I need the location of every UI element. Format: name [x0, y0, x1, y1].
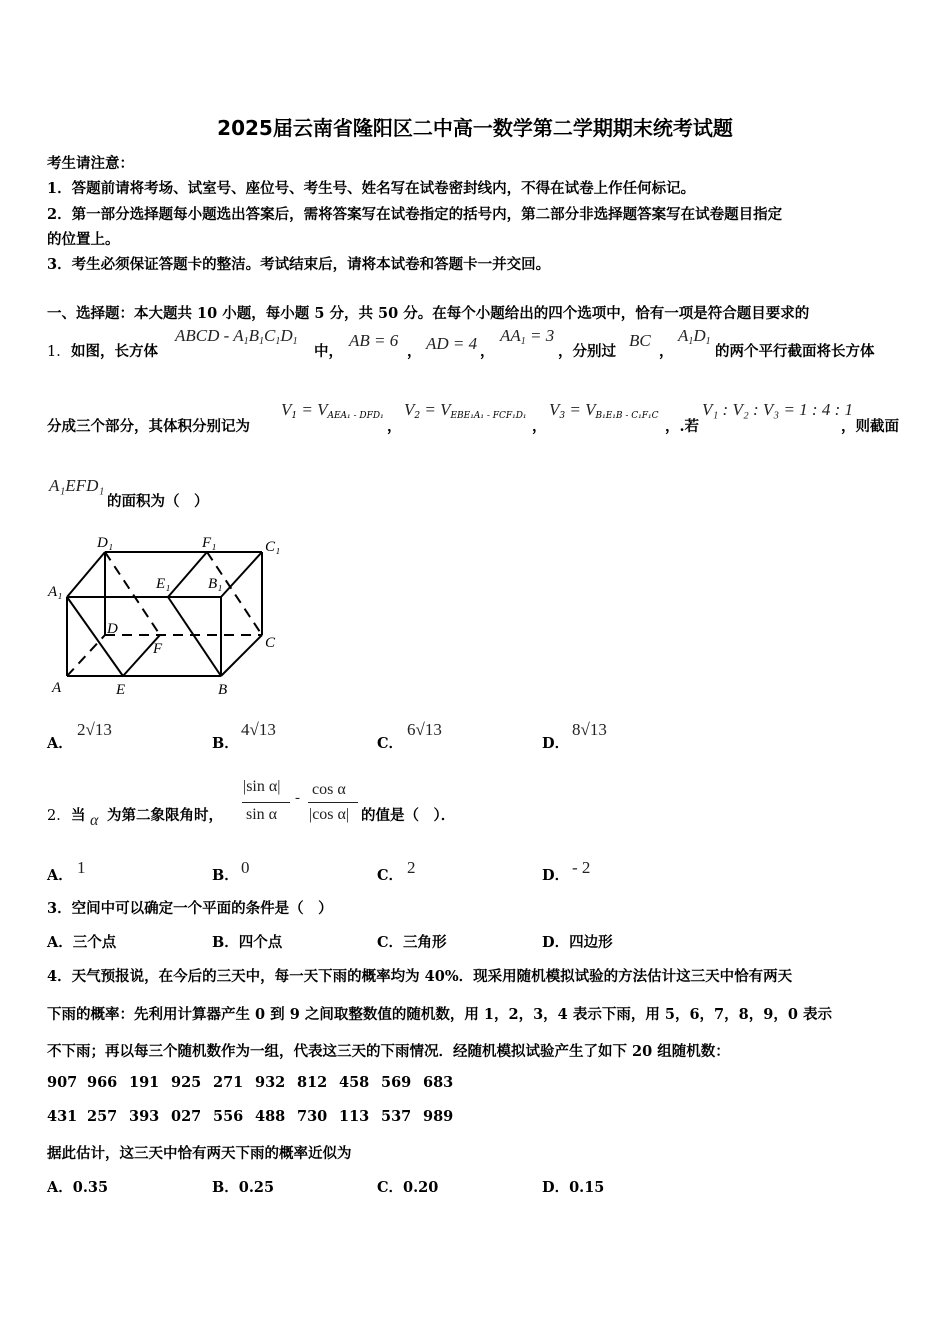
question-1-line-3	[47, 474, 447, 514]
label-d1: D₁	[97, 535, 114, 551]
page-title: 2025届云南省隆阳区二中高一数学第二学期期末统考试题	[217, 116, 733, 140]
q4-option-c[interactable]: C．0.20	[377, 1179, 439, 1196]
q1-v1: $V_1 = V_{AEA_1 - DFD_1}$	[281, 400, 384, 421]
edge-b-c	[221, 635, 262, 676]
q2-text-a: 当	[71, 807, 86, 824]
q1-aa1: $AA_1 = 3$	[500, 326, 555, 347]
question-1-line-1	[47, 326, 917, 366]
rn-cell: 683	[423, 1074, 454, 1091]
edge-e1-b	[168, 597, 221, 676]
q2-frac1-den: sin α	[246, 806, 278, 823]
q2-number: 2．	[47, 808, 71, 824]
rn-cell: 458	[339, 1074, 370, 1091]
rn-cell: 925	[171, 1074, 202, 1091]
rn-cell: 271	[213, 1074, 244, 1091]
q1-sep-2: ，	[480, 343, 495, 360]
label-f1: F₁	[202, 535, 217, 551]
rn-cell: 027	[171, 1108, 202, 1125]
q1-sep-3: ，	[659, 343, 674, 360]
section-heading: 一、选择题：本大题共 10 小题，每小题 5 分，共 50 分。在每个小题给出的四个选项中，恰有一项是符合题目要求的	[47, 305, 810, 322]
q1-ab: AB = 6	[349, 331, 399, 350]
edge-a1-d1	[67, 552, 105, 597]
question-4-line-2: 下雨的概率：先利用计算器产生 0 到 9 之间取整数值的随机数，用 1，2，3，4 表示下雨，用 5，6，7，8，9，0 表示	[47, 1006, 832, 1023]
q1-sep-1: ，	[407, 343, 422, 360]
rn-cell: 569	[381, 1074, 412, 1091]
q4-option-d[interactable]: D．0.15	[542, 1179, 605, 1196]
q2-frac2-num: cos α	[312, 781, 346, 798]
edge-f1-c-hidden	[207, 552, 262, 635]
edge-e1-f1	[168, 552, 207, 597]
label-c: C	[265, 635, 276, 651]
q2-frac1-bar	[242, 802, 290, 803]
q2-option-d-value: - 2	[572, 858, 591, 877]
q2-text-b: 为第二象限角时，	[107, 807, 223, 824]
label-a: A	[52, 680, 62, 696]
rn-cell: 907	[47, 1074, 78, 1091]
q1-text-e: 分成三个部分，其体积分别记为	[47, 418, 250, 435]
cuboid-figure	[40, 530, 300, 702]
q1-option-b-value: 4√13	[241, 720, 276, 739]
q1-sep-5: ，	[532, 418, 547, 435]
edge-b1-c1	[221, 552, 262, 597]
q1-sep-4: ，	[387, 418, 402, 435]
q2-option-c-value: 2	[407, 858, 416, 877]
q1-option-d[interactable]: D．	[542, 735, 570, 752]
q2-alpha: α	[90, 812, 99, 829]
rn-cell: 556	[213, 1108, 244, 1125]
label-f: F	[153, 641, 163, 657]
q1-ad: AD = 4	[426, 334, 478, 353]
q1-text-h: 的面积为（ ）	[107, 493, 209, 510]
rn-cell: 488	[255, 1108, 286, 1125]
q1-solid-name: ABCD - $A_1B_1C_1D_1$	[175, 326, 298, 347]
label-b: B	[218, 682, 228, 698]
q1-text-a: 如图，长方体	[71, 343, 158, 360]
q2-frac1-num: |sin α|	[243, 778, 281, 795]
q1-ratio: V₁ : V₂ : V₃ = 1 : 4 : 1	[702, 400, 853, 419]
q1-text-f: ，.若	[665, 418, 700, 435]
notice-item-2: 2．第一部分选择题每小题选出答案后，需将答案写在试卷指定的括号内，第二部分非选择题答案写在试卷题目指定	[47, 206, 783, 223]
label-e1: E₁	[156, 576, 171, 592]
question-4-line-1: 4．天气预报说，在今后的三天中，每一天下雨的概率均为 40%．现采用随机模拟试验的方法估计这三天中恰有两天	[47, 968, 793, 985]
q2-option-a-value: 1	[77, 858, 86, 877]
q2-frac2-bar	[308, 802, 358, 803]
q4-option-a[interactable]: A．0.35	[47, 1179, 109, 1196]
label-c1: C₁	[265, 539, 281, 555]
q2-option-b-value: 0	[241, 858, 250, 877]
notice-item-2-cont: 的位置上。	[47, 231, 120, 248]
q1-option-d-value: 8√13	[572, 720, 607, 739]
label-a1: A₁	[48, 584, 63, 600]
question-4-line-4: 据此估计，这三天中恰有两天下雨的概率近似为	[47, 1145, 352, 1162]
rn-cell: 393	[129, 1108, 160, 1125]
q2-frac2-den: |cos α|	[309, 806, 350, 823]
label-e: E	[116, 682, 126, 698]
question-1-line-2	[47, 398, 917, 438]
q1-option-c[interactable]: C．	[377, 735, 404, 752]
q1-text-b: 中，	[314, 343, 343, 360]
rn-cell: 257	[87, 1108, 118, 1125]
q1-option-b[interactable]: B．	[212, 735, 239, 752]
q1-text-g: ，则截面	[841, 418, 899, 435]
rn-cell: 989	[423, 1108, 454, 1125]
rn-cell: 730	[297, 1108, 328, 1125]
q2-option-a[interactable]: A．	[47, 867, 73, 884]
rn-cell: 932	[255, 1074, 286, 1091]
label-d: D	[107, 621, 118, 637]
q1-v3: $V_3 = V_{B_1E_1B - C_1F_1C}$	[549, 400, 659, 421]
q1-text-d: 的两个平行截面将长方体	[715, 343, 875, 360]
question-3: 3．空间中可以确定一个平面的条件是（ ）	[47, 900, 333, 917]
q1-section-name: A₁EFD₁	[49, 476, 105, 495]
q1-bc: BC	[629, 331, 651, 350]
rn-cell: 537	[381, 1108, 412, 1125]
notice-heading: 考生请注意：	[47, 155, 134, 172]
q2-option-d[interactable]: D．	[542, 867, 570, 884]
q2-text-c: 的值是（ ）．	[361, 807, 456, 824]
q2-option-c[interactable]: C．	[377, 867, 404, 884]
q3-option-a[interactable]: A．三个点	[47, 934, 117, 951]
q1-text-c: ，分别过	[558, 343, 616, 360]
q3-option-b[interactable]: B．四个点	[212, 934, 283, 951]
notice-item-1: 1．答题前请将考场、试室号、座位号、考生号、姓名写在试卷密封线内，不得在试卷上作任何标记。	[47, 180, 696, 197]
q3-option-c[interactable]: C．三角形	[377, 934, 447, 951]
q1-v2: $V_2 = V_{EBE_1A_1 - FCF_1D_1}$	[404, 400, 527, 421]
q1-option-a-value: 2√13	[77, 720, 112, 739]
rn-cell: 431	[47, 1108, 78, 1125]
q3-option-d[interactable]: D．四边形	[542, 934, 613, 951]
q2-minus: -	[295, 790, 300, 806]
q1-option-c-value: 6√13	[407, 720, 442, 739]
rn-cell: 191	[129, 1074, 160, 1091]
q4-option-b[interactable]: B．0.25	[212, 1179, 275, 1196]
question-2	[47, 776, 647, 836]
q2-option-b[interactable]: B．	[212, 867, 239, 884]
rn-cell: 966	[87, 1074, 118, 1091]
question-4-line-3: 不下雨；再以每三个随机数作为一组，代表这三天的下雨情况．经随机模拟试验产生了如下 20 组随机数：	[47, 1043, 730, 1060]
notice-item-3: 3．考生必须保证答题卡的整洁。考试结束后，请将本试卷和答题卡一并交回。	[47, 256, 551, 273]
q1-number: 1．	[47, 344, 71, 360]
label-b1: B₁	[208, 576, 223, 592]
rn-cell: 113	[339, 1108, 370, 1125]
q1-option-a[interactable]: A．	[47, 735, 73, 752]
rn-cell: 812	[297, 1074, 328, 1091]
q1-a1d1: $A_1D_1$	[678, 326, 711, 347]
